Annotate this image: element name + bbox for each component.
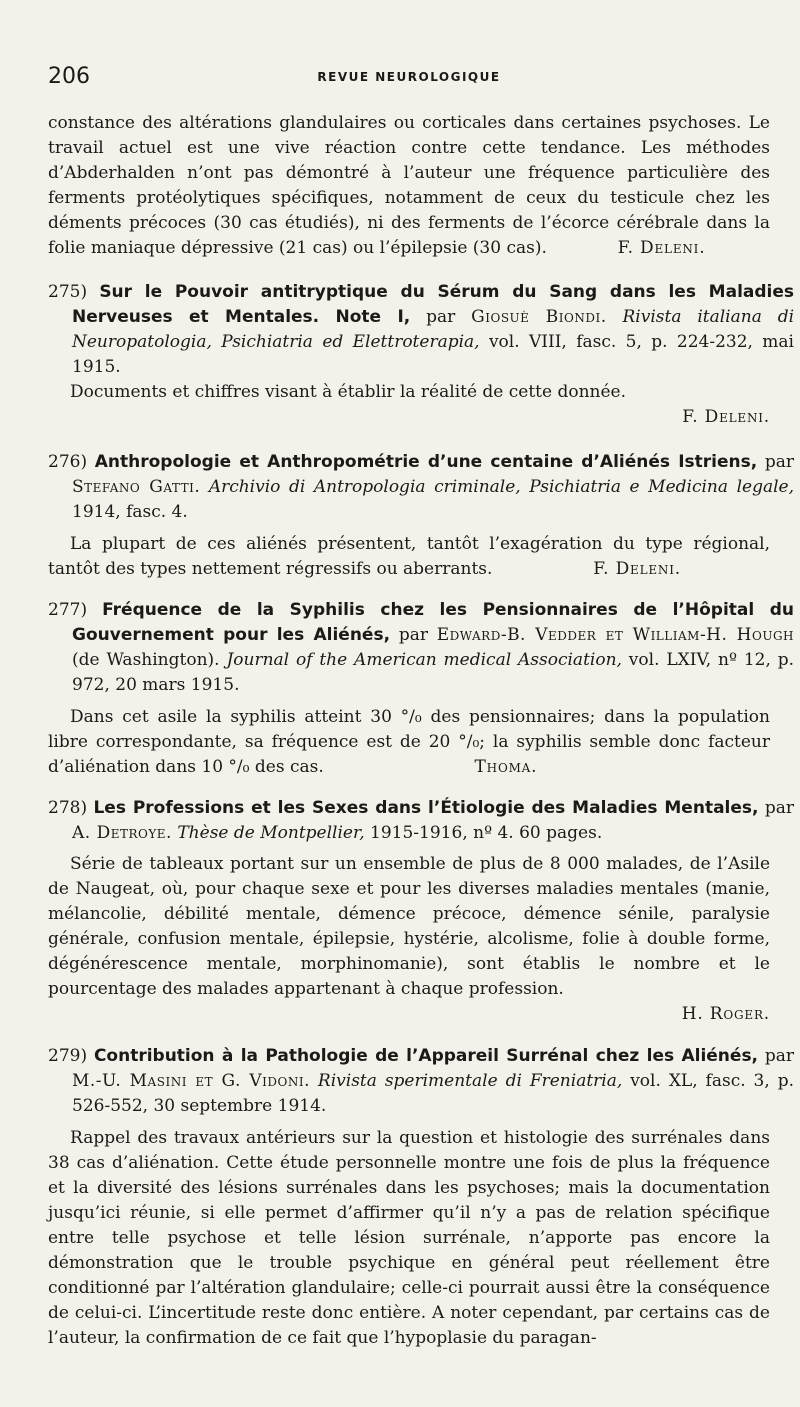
source: Rivista sperimentale di Freniatria, (317, 1071, 623, 1091)
details: 1915-1916, nº 4. 60 pages. (370, 823, 603, 843)
abstract-278-heading (48, 796, 794, 846)
abstract-title: Anthropologie et Anthropométrie d’une centaine d’Aliénés Istriens, (94, 452, 758, 472)
page-header (48, 64, 770, 92)
abstract-body: Dans cet asile la syphilis atteint 30 °/₀ des pensionnaires; dans la population libre correspondante, sa fréquence est de 20 °/₀; la syphilis semble donc facteur d’aliénation dans 10 °/₀ des cas. (48, 707, 770, 777)
abstract-275-body (48, 380, 770, 405)
author: Stefano Gatti. (72, 477, 201, 497)
abstract-number: 278) (48, 798, 88, 818)
page-number: 206 (48, 64, 90, 89)
abstract-title: Sur le Pouvoir antitryptique du Sérum du Sang dans les Maladies Nerveuses et Mentales. Note I, (72, 282, 795, 327)
intro-paragraph (48, 111, 770, 261)
running-title: REVUE NEUROLOGIQUE (317, 70, 501, 84)
abstract-title: Fréquence de la Syphilis chez les Pensionnaires de l’Hôpital du Gouvernement pour les Aliénés, (72, 600, 795, 645)
details: 1914, fasc. 4. (72, 502, 188, 522)
abstract-277-heading (48, 598, 794, 698)
by-word: par (764, 452, 794, 472)
abstract-title: Contribution à la Pathologie de l’Appareil Surrénal chez les Aliénés, (93, 1046, 759, 1066)
source: Rivista italiana di Neuropatologia, Psichiatria ed Elettroterapia, (72, 307, 795, 352)
signature: H. Roger. (681, 1004, 770, 1024)
by-word: par (764, 1046, 795, 1066)
intro-text: constance des altérations glandulaires ou corticales dans certaines psychoses. Le travail actuel est une vive réaction contre cette tendance. Les méthodes d’Abderhalden n’ont pas démontré à l’auteur une fréquence particulière des ferments protéolytiques spécifiques, notamment de ceux du testicule chez les déments précoces (30 cas étudiés), ni des ferments de l’écorce cérébrale dans la folie maniaque dépressive (21 cas) ou l’épilepsie (30 cas). (48, 113, 770, 258)
abstract-276-heading (48, 450, 794, 525)
abstract-title: Les Professions et les Sexes dans l’Étiologie des Maladies Mentales, (93, 798, 759, 818)
by-word: par (764, 798, 795, 818)
author: Edward-B. Vedder et William-H. Hough (436, 625, 795, 645)
abstract-number: 277) (48, 600, 88, 620)
abstract-body: Rappel des travaux antérieurs sur la question et histologie des surrénales dans 38 cas d’aliénation. Cette étude personnelle montre une fois de plus la fréquence et la diversité des lésions surrénales dans les psychoses; mais la documentation jusqu’ici réunie, si elle permet d’affirmer qu’il n’y a pas de relation spécifique entre telle psychose et telle lésion surrénale, n’apporte pas encore la démonstration que le trouble psychique en général peut réellement être conditionné par l’altération glandulaire; celle-ci pourrait aussi être la conséquence de celui-ci. L’incertitude reste donc entière. A noter cependant, par certains cas de l’auteur, la confirmation de ce fait que l’hypoplasie du paragan- (48, 1128, 770, 1348)
abstract-278-body (48, 852, 770, 1002)
abstract-number: 279) (48, 1046, 88, 1066)
abstract-body: Documents et chiffres visant à établir la réalité de cette donnée. (70, 382, 627, 402)
abstract-277-body (48, 705, 770, 780)
by-word: par (426, 307, 456, 327)
abstract-275-signature (48, 405, 800, 430)
details: vol. XL, fasc. 3, p. 526-552, 30 septembre 1914. (72, 1071, 794, 1116)
signature: Thoma. (474, 757, 538, 777)
abstract-279-heading (48, 1044, 794, 1119)
signature: F. Deleni. (617, 238, 706, 258)
author: M.-U. Masini et G. Vidoni. (72, 1071, 310, 1091)
abstract-275-heading (48, 280, 794, 380)
by-word: par (398, 625, 428, 645)
author: Giosuè Biondi. (471, 307, 607, 327)
abstract-278-signature (48, 1002, 800, 1027)
signature: F. Deleni. (593, 559, 681, 579)
author-note: (de Washington). (72, 650, 220, 670)
abstract-body: La plupart de ces aliénés présentent, tantôt l’exagération du type régional, tantôt des types nettement régressifs ou aberrants. (48, 534, 770, 579)
abstract-body: Série de tableaux portant sur un ensemble de plus de 8 000 malades, de l’Asile de Naugeat, où, pour chaque sexe et pour les diverses maladies mentales (manie, mélancolie, débilité mentale, démence précoce, démence sénile, paralysie générale, confusion mentale, épilepsie, hystérie, alcolisme, folie à double forme, dégénérescence mentale, morphinomanie), sont établis le nombre et le pourcentage des malades appartenant à chaque profession. (48, 854, 770, 999)
abstract-276-body (48, 532, 770, 582)
details: vol. VIII, fasc. 5, p. 224-232, mai 1915. (72, 332, 794, 377)
author: A. Detroye. (72, 823, 172, 843)
source: Thèse de Montpellier, (177, 823, 365, 843)
abstract-number: 276) (48, 452, 88, 472)
source: Archivio di Antropologia criminale, Psichiatria e Medicina legale, (208, 477, 794, 497)
abstract-279-body (48, 1126, 770, 1351)
signature: F. Deleni. (682, 407, 770, 427)
source: Journal of the American medical Association, (226, 650, 622, 670)
abstract-number: 275) (48, 282, 88, 302)
details: vol. LXIV, nº 12, p. 972, 20 mars 1915. (72, 650, 795, 695)
